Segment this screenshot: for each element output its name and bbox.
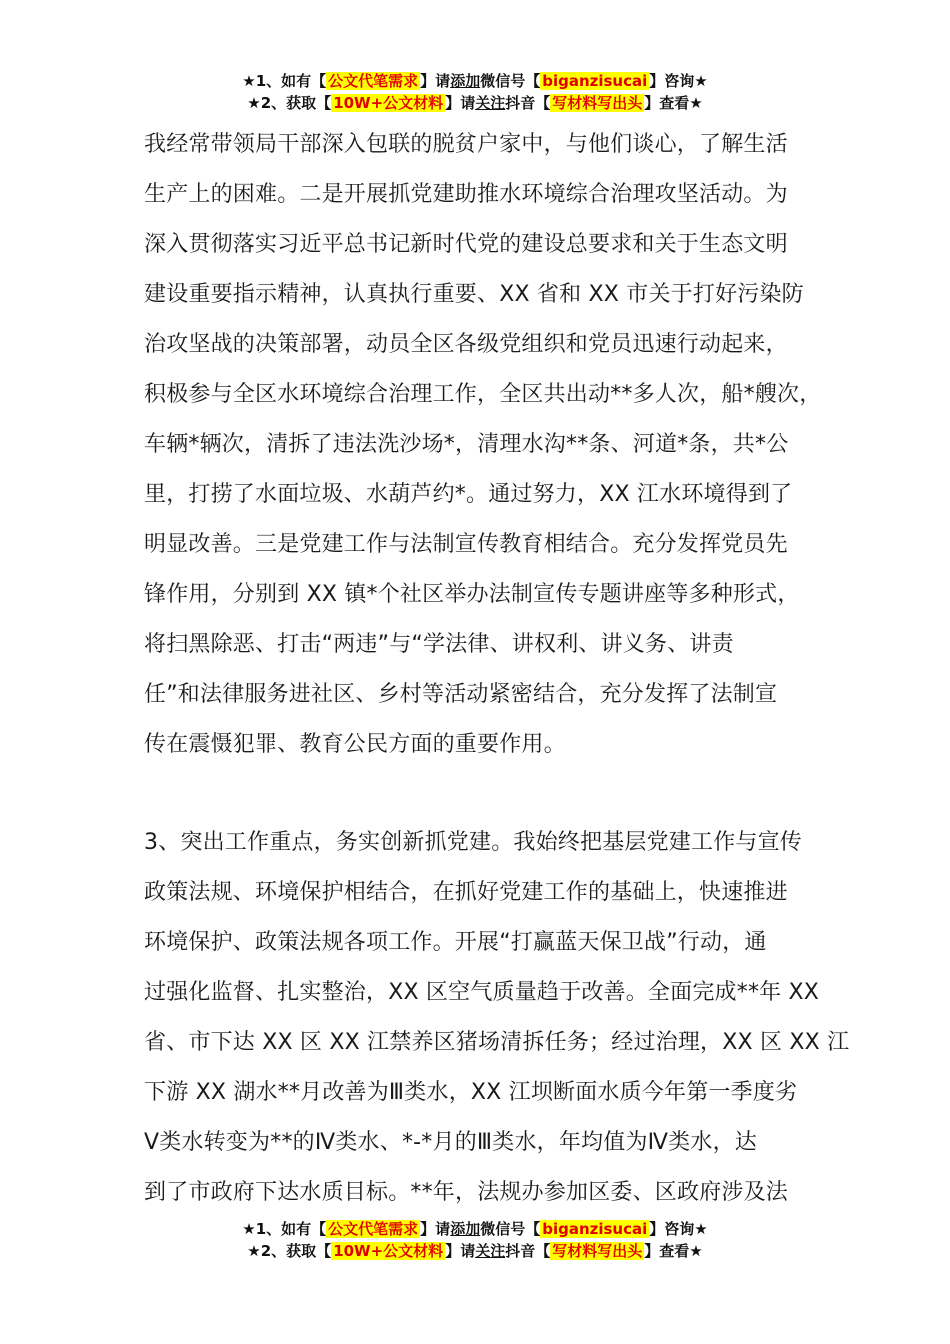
text-line: Ⅴ类水转变为**的Ⅳ类水、*-*月的Ⅲ类水，年均值为Ⅳ类水，达 — [144, 1130, 757, 1155]
banner-text: ★2、获取【 — [247, 94, 332, 112]
paragraph-2 — [144, 818, 850, 1218]
highlight-douyin-id: 写材料写出头 — [552, 1242, 643, 1260]
banner-text: ★1、如有【 — [242, 1220, 327, 1238]
banner-text: 微信号【 — [480, 72, 541, 90]
text-line: 到了市政府下达水质目标。**年，法规办参加区委、区政府涉及法 — [144, 1180, 789, 1205]
banner-text-underlined: 关注 — [475, 94, 506, 112]
text-line: 深入贯彻落实习近平总书记新时代党的建设总要求和关于生态文明 — [144, 232, 788, 257]
highlight-materials: 10W+公文材料 — [333, 1242, 444, 1260]
text-line: 建设重要指示精神，认真执行重要、XX 省和 XX 市关于打好污染防 — [144, 282, 804, 307]
banner-text: ★2、获取【 — [247, 1242, 332, 1260]
banner-text: 】查看★ — [644, 94, 703, 112]
banner-line-2 — [0, 92, 950, 114]
banner-text-underlined: 添加 — [450, 1220, 481, 1238]
text-line: 车辆*辆次，清拆了违法洗沙场*，清理水沟**条、河道*条，共*公 — [144, 432, 789, 457]
banner-text-underlined: 添加 — [450, 72, 481, 90]
text-line: 治攻坚战的决策部署，动员全区各级党组织和党员迅速行动起来， — [144, 332, 788, 357]
banner-line-1 — [0, 70, 950, 92]
banner-text: 】请 — [420, 72, 451, 90]
text-line: 将扫黑除恶、打击“两违”与“学法律、讲权利、讲义务、讲责 — [144, 632, 734, 657]
banner-text: 抖音【 — [505, 94, 551, 112]
banner-line-1 — [0, 1218, 950, 1240]
text-line: 环境保护、政策法规各项工作。开展“打赢蓝天保卫战”行动，通 — [144, 930, 767, 955]
banner-line-2 — [0, 1240, 950, 1262]
highlight-wechat-id: biganzisucai — [542, 1220, 648, 1238]
banner-text: 】咨询★ — [649, 1220, 708, 1238]
banner-text-underlined: 关注 — [475, 1242, 506, 1260]
text-line: 下游 XX 湖水**月改善为Ⅲ类水，XX 江坝断面水质今年第一季度劣 — [144, 1080, 798, 1105]
banner-text: 抖音【 — [505, 1242, 551, 1260]
banner-text: 】咨询★ — [649, 72, 708, 90]
banner-text: 】请 — [445, 94, 476, 112]
text-line: 省、市下达 XX 区 XX 江禁养区猪场清拆任务；经过治理，XX 区 XX 江 — [144, 1030, 850, 1055]
text-line: 任”和法律服务进社区、乡村等活动紧密结合，充分发挥了法制宣 — [144, 682, 778, 707]
footer-banner — [0, 1218, 950, 1262]
document-body — [144, 120, 850, 1218]
text-line: 锋作用，分别到 XX 镇*个社区举办法制宣传专题讲座等多种形式， — [144, 582, 800, 607]
banner-text: ★1、如有【 — [242, 72, 327, 90]
banner-text: 微信号【 — [480, 1220, 541, 1238]
paragraph-1 — [144, 120, 844, 770]
text-line: 3、突出工作重点，务实创新抓党建。我始终把基层党建工作与宣传 — [144, 830, 802, 855]
highlight-materials: 10W+公文材料 — [333, 94, 444, 112]
highlight-wechat-id: biganzisucai — [542, 72, 648, 90]
banner-text: 】请 — [420, 1220, 451, 1238]
text-line: 过强化监督、扎实整治，XX 区空气质量趋于改善。全面完成**年 XX — [144, 980, 820, 1005]
text-line: 传在震慑犯罪、教育公民方面的重要作用。 — [144, 732, 566, 757]
text-line: 我经常带领局干部深入包联的脱贫户家中，与他们谈心，了解生活 — [144, 132, 788, 157]
highlight-service: 公文代笔需求 — [328, 72, 419, 90]
text-line: 积极参与全区水环境综合治理工作，全区共出动**多人次，船*艘次， — [144, 382, 822, 407]
highlight-douyin-id: 写材料写出头 — [552, 94, 643, 112]
banner-text: 】查看★ — [644, 1242, 703, 1260]
banner-text: 】请 — [445, 1242, 476, 1260]
paragraph-gap — [144, 770, 844, 818]
highlight-service: 公文代笔需求 — [328, 1220, 419, 1238]
text-line: 明显改善。三是党建工作与法制宣传教育相结合。充分发挥党员先 — [144, 532, 788, 557]
text-line: 政策法规、环境保护相结合，在抓好党建工作的基础上，快速推进 — [144, 880, 788, 905]
text-line: 里，打捞了水面垃圾、水葫芦约*。通过努力，XX 江水环境得到了 — [144, 482, 793, 507]
header-banner — [0, 70, 950, 114]
text-line: 生产上的困难。二是开展抓党建助推水环境综合治理攻坚活动。为 — [144, 182, 788, 207]
